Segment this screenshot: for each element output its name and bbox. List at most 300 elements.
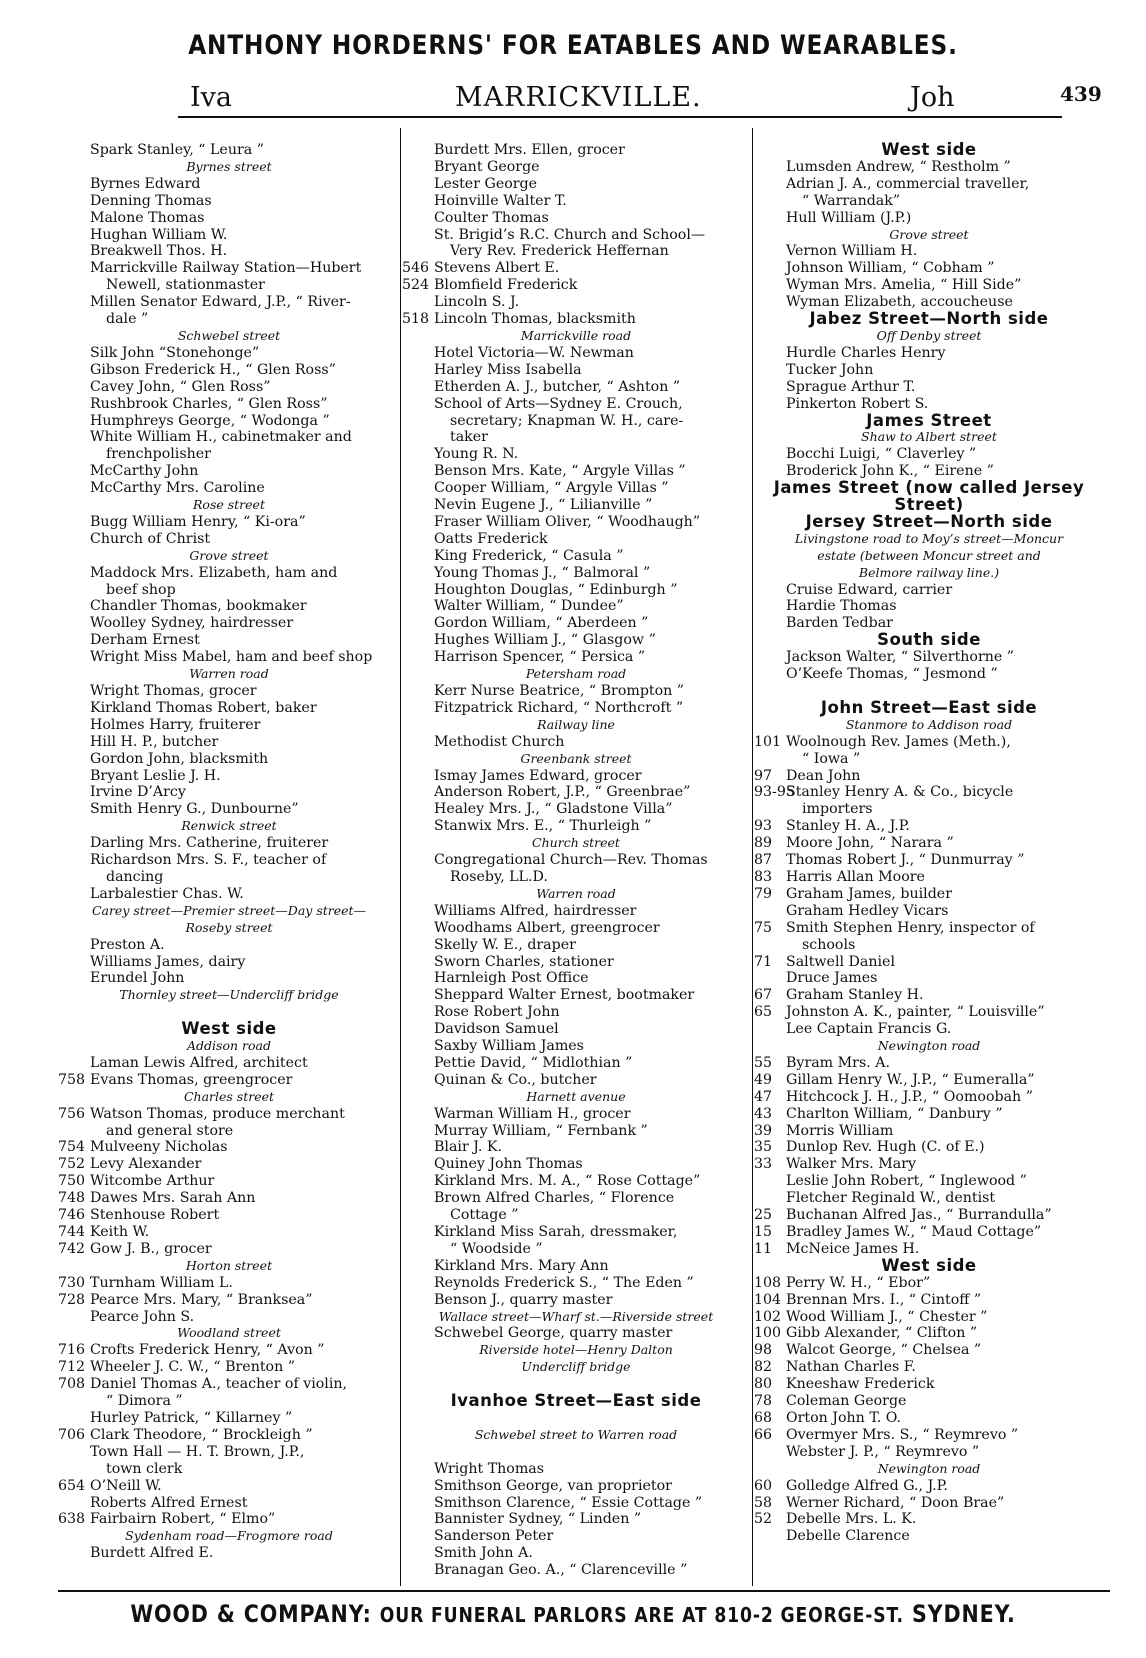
header-rule <box>178 116 1062 118</box>
directory-entry <box>58 683 400 700</box>
directory-entry <box>754 835 1104 852</box>
entry-text: Burdett Mrs. Ellen, grocer <box>434 142 625 158</box>
directory-entry <box>402 1173 750 1190</box>
entry-text: Church of Christ <box>90 530 211 547</box>
cross-street-label <box>754 717 1104 734</box>
entry-text: Pinkerton Robert S. <box>786 395 929 412</box>
entry-text: Gibson Frederick H., “ Glen Ross” <box>90 361 336 378</box>
entry-text: Lumsden Andrew, “ Restholm ” <box>786 158 1011 175</box>
directory-entry <box>58 1359 400 1376</box>
directory-entry <box>754 1275 1104 1292</box>
directory-entry <box>754 852 1104 869</box>
directory-entry <box>58 210 400 227</box>
directory-entry <box>402 649 750 666</box>
directory-entry <box>754 1495 1104 1512</box>
directory-entry <box>402 311 750 328</box>
directory-entry <box>402 920 750 937</box>
cross-street-label <box>58 666 400 683</box>
directory-entry <box>754 379 1104 396</box>
cross-street-label <box>58 1528 400 1545</box>
house-number: 93-95 <box>754 784 795 801</box>
directory-entry <box>754 937 1104 954</box>
directory-entry <box>754 1309 1104 1326</box>
entry-text: Barden Tedbar <box>786 615 893 632</box>
directory-entry <box>754 1123 1104 1140</box>
directory-entry <box>754 176 1104 193</box>
entry-text: Dunlop Rev. Hugh (C. of E.) <box>786 1139 985 1156</box>
directory-entry <box>402 1038 750 1055</box>
cross-street-label <box>754 1461 1104 1478</box>
entry-text: Brown Alfred Charles, “ Florence <box>434 1190 675 1207</box>
entry-text: Nathan Charles F. <box>786 1359 916 1376</box>
cross-street-label <box>754 548 1104 565</box>
directory-entry <box>754 1106 1104 1123</box>
directory-entry <box>402 1444 750 1461</box>
entry-text: Buchanan Alfred Jas., “ Burrandulla” <box>786 1207 1052 1224</box>
directory-entry <box>402 227 750 244</box>
directory-entry <box>402 565 750 582</box>
entry-text: Humphreys George, “ Wodonga ” <box>90 412 330 429</box>
entry-text: Quiney John Thomas <box>434 1156 583 1173</box>
entry-text: Overmyer Mrs. S., “ Reymrevo ” <box>786 1426 1019 1443</box>
directory-entry <box>402 1511 750 1528</box>
entry-text: Street) <box>894 497 964 514</box>
house-number: 108 <box>754 1274 782 1291</box>
page-number: 439 <box>1060 82 1102 106</box>
entry-text: Charlton William, “ Danbury ” <box>786 1105 1003 1122</box>
directory-entry <box>58 954 400 971</box>
footer-message: OUR FUNERAL PARLORS ARE AT 810-2 GEORGE-ST. <box>379 1603 904 1627</box>
cross-street-label <box>58 987 400 1004</box>
entry-text: Clark Theodore, “ Brockleigh ” <box>90 1426 313 1443</box>
directory-entry <box>754 210 1104 227</box>
directory-entry <box>402 1258 750 1275</box>
entry-text: Byrnes street <box>186 158 272 174</box>
directory-entry <box>402 463 750 480</box>
entry-text: Gillam Henry W., J.P., “ Eumeralla” <box>786 1071 1035 1088</box>
entry-text: West side <box>881 142 977 159</box>
directory-entry <box>754 954 1104 971</box>
entry-text: Graham James, builder <box>786 885 952 902</box>
directory-entry <box>402 1545 750 1562</box>
directory-entry <box>402 954 750 971</box>
entry-text: Very Rev. Frederick Heffernan <box>450 243 669 260</box>
directory-entry <box>754 1241 1104 1258</box>
entry-text: Oatts Frederick <box>434 530 548 547</box>
entry-text: Adrian J. A., commercial traveller, <box>786 175 1030 192</box>
directory-entry <box>754 1478 1104 1495</box>
entry-text: Houghton Douglas, “ Edinburgh ” <box>434 581 678 598</box>
house-number: 546 <box>402 260 430 277</box>
entry-text: Congregational Church—Rev. Thomas <box>434 852 708 869</box>
entry-text: Kirkland Mrs. M. A., “ Rose Cottage” <box>434 1173 701 1190</box>
entry-text: Broderick John K., “ Eirene ” <box>786 463 994 480</box>
house-number: 80 <box>754 1376 773 1393</box>
directory-entry <box>402 396 750 413</box>
directory-entry <box>754 903 1104 920</box>
footer-rule <box>58 1590 1110 1592</box>
entry-text: Crofts Frederick Henry, “ Avon ” <box>90 1342 325 1359</box>
entry-text: Hardie Thomas <box>786 598 897 615</box>
house-number: 98 <box>754 1342 773 1359</box>
directory-entry <box>402 1461 750 1478</box>
entry-text: Nevin Eugene J., “ Lilianville ” <box>434 497 653 514</box>
entry-text: Orton John T. O. <box>786 1409 902 1426</box>
directory-entry <box>402 379 750 396</box>
entry-text: Hurdle Charles Henry <box>786 344 946 361</box>
directory-entry <box>58 801 400 818</box>
directory-entry <box>402 159 750 176</box>
entry-text: Stanmore to Addison road <box>845 716 1013 732</box>
directory-entry <box>402 1528 750 1545</box>
directory-entry <box>58 565 400 582</box>
entry-text: Sanderson Peter <box>434 1528 554 1545</box>
entry-text: Maddock Mrs. Elizabeth, ham and <box>90 564 338 581</box>
cross-street-label <box>402 1309 750 1326</box>
directory-entry <box>754 649 1104 666</box>
directory-entry <box>754 243 1104 260</box>
directory-entry <box>58 379 400 396</box>
directory-entry <box>754 260 1104 277</box>
entry-text: Woolley Sydney, hairdresser <box>90 615 294 632</box>
entry-text: town clerk <box>106 1460 183 1477</box>
entry-text: O’Neill W. <box>90 1477 162 1494</box>
directory-entry <box>58 514 400 531</box>
house-number: 102 <box>754 1308 782 1325</box>
directory-entry <box>402 1055 750 1072</box>
entry-text: Renwick street <box>181 818 277 834</box>
entry-text: Stevens Albert E. <box>434 260 560 277</box>
entry-text: Warren road <box>536 885 616 901</box>
entry-text: “ Iowa ” <box>802 750 861 767</box>
entry-text: Denning Thomas <box>90 192 212 209</box>
entry-text: Bradley James W., “ Maud Cottage” <box>786 1224 1042 1240</box>
directory-entry <box>754 1410 1104 1427</box>
entry-text: Evans Thomas, greengrocer <box>90 1071 293 1088</box>
entry-text: “ Warrandak” <box>802 192 901 209</box>
directory-entry <box>402 598 750 615</box>
house-number: 39 <box>754 1122 773 1139</box>
directory-entry <box>754 1072 1104 1089</box>
cross-street-label <box>402 1089 750 1106</box>
entry-text: Millen Senator Edward, J.P., “ River- <box>90 294 351 311</box>
entry-text: Lincoln S. J. <box>434 294 520 311</box>
entry-text: Burdett Alfred E. <box>90 1545 214 1562</box>
directory-entry <box>58 260 400 277</box>
entry-text: Chandler Thomas, bookmaker <box>90 598 307 615</box>
directory-entry <box>58 886 400 903</box>
directory-entry <box>58 243 400 260</box>
directory-entry <box>402 1292 750 1309</box>
entry-text: McCarthy John <box>90 463 199 480</box>
entry-text: Wyman Mrs. Amelia, “ Hill Side” <box>786 277 1022 294</box>
entry-text: Gordon John, blacksmith <box>90 750 269 767</box>
entry-text: Bugg William Henry, “ Ki-ora” <box>90 513 306 530</box>
directory-entry <box>754 1224 1104 1241</box>
directory-entry <box>754 818 1104 835</box>
directory-entry <box>402 869 750 886</box>
directory-entry <box>402 345 750 362</box>
street-heading <box>58 1021 400 1038</box>
directory-entry <box>58 463 400 480</box>
cross-street-label <box>402 328 750 345</box>
directory-entry <box>58 1004 400 1021</box>
entry-text: Schwebel George, quarry master <box>434 1325 673 1342</box>
directory-entry <box>58 1072 400 1089</box>
house-number: 55 <box>754 1054 773 1071</box>
entry-text: South side <box>877 632 981 650</box>
entry-text: Hitchcock J. H., J.P., “ Oomoobah ” <box>786 1088 1033 1105</box>
house-number: 93 <box>754 818 773 835</box>
directory-entry <box>754 1376 1104 1393</box>
entry-text: Daniel Thomas A., teacher of violin, <box>90 1376 348 1393</box>
directory-entry <box>402 1410 750 1427</box>
cross-street-label <box>58 497 400 514</box>
directory-entry <box>58 1461 400 1478</box>
entry-text: Mulveeny Nicholas <box>90 1139 228 1156</box>
entry-text: Horton street <box>185 1257 273 1273</box>
entry-text: Walter William, “ Dundee” <box>434 598 624 615</box>
cross-street-label <box>754 328 1104 345</box>
column-divider-2 <box>752 128 753 1586</box>
house-number: 25 <box>754 1207 773 1224</box>
entry-text: Wright Miss Mabel, ham and beef shop <box>90 649 373 666</box>
directory-entry <box>58 784 400 801</box>
entry-text: Byram Mrs. A. <box>786 1054 891 1071</box>
entry-text: Wallace street—Wharf st.—Riverside street <box>438 1308 714 1324</box>
directory-entry <box>402 734 750 751</box>
entry-text: taker <box>450 429 488 446</box>
directory-entry <box>754 1342 1104 1359</box>
directory-entry <box>402 480 750 497</box>
directory-entry <box>754 159 1104 176</box>
entry-text: Moore John, “ Narara ” <box>786 835 954 852</box>
entry-text: Irvine D’Arcy <box>90 784 186 801</box>
house-number: 15 <box>754 1224 773 1240</box>
house-number: 75 <box>754 919 773 936</box>
directory-entry <box>58 970 400 987</box>
directory-entry <box>402 429 750 446</box>
directory-entry <box>754 1444 1104 1461</box>
directory-entry <box>402 632 750 649</box>
entry-text: Quinan & Co., butcher <box>434 1071 597 1088</box>
house-number: 730 <box>58 1274 86 1291</box>
directory-entry <box>58 1511 400 1528</box>
entry-text: Town Hall — H. T. Brown, J.P., <box>90 1443 305 1460</box>
directory-entry <box>58 1139 400 1156</box>
directory-entry <box>402 1376 750 1393</box>
entry-text: Lincoln Thomas, blacksmith <box>434 311 636 328</box>
directory-entry <box>754 396 1104 413</box>
page-title: MARRICKVILLE. <box>455 82 702 113</box>
entry-text: Smith John A. <box>434 1545 533 1562</box>
house-number: 101 <box>754 733 782 750</box>
directory-entry <box>58 1156 400 1173</box>
entry-text: Carey street—Premier street—Day street— <box>91 902 367 918</box>
header-range-start: Iva <box>190 82 233 113</box>
directory-entry <box>754 1292 1104 1309</box>
directory-entry <box>754 1325 1104 1342</box>
entry-text: Preston A. <box>90 936 165 953</box>
entry-text: Kirkland Mrs. Mary Ann <box>434 1257 609 1274</box>
house-number: 82 <box>754 1359 773 1376</box>
entry-text: Petersham road <box>525 666 627 682</box>
entry-text: Malone Thomas <box>90 209 205 226</box>
entry-text: Reynolds Frederick S., “ The Eden ” <box>434 1274 694 1291</box>
house-number: 49 <box>754 1071 773 1088</box>
entry-text: Graham Stanley H. <box>786 987 924 1004</box>
entry-text: Pearce John S. <box>90 1308 195 1325</box>
house-number: 756 <box>58 1105 86 1122</box>
entry-text: Hotel Victoria—W. Newman <box>434 344 634 361</box>
entry-text: Pettie David, “ Midlothian ” <box>434 1054 633 1071</box>
entry-text: Sheppard Walter Ernest, bootmaker <box>434 987 695 1004</box>
entry-text: Sydenham road—Frogmore road <box>125 1528 333 1544</box>
directory-entry <box>402 260 750 277</box>
entry-text: Benson J., quarry master <box>434 1291 613 1308</box>
entry-text: Wood William J., “ Chester ” <box>786 1308 988 1325</box>
directory-entry <box>58 751 400 768</box>
entry-text: Healey Mrs. J., “ Gladstone Villa” <box>434 801 673 818</box>
footer-advertisement <box>80 1600 1066 1628</box>
directory-entry <box>402 903 750 920</box>
entry-text: Perry W. H., “ Ebor” <box>786 1274 931 1291</box>
directory-entry <box>754 784 1104 801</box>
entry-text: Ivanhoe Street—East side <box>450 1393 702 1410</box>
directory-entry <box>402 1139 750 1156</box>
directory-entry <box>58 700 400 717</box>
directory-entry <box>402 615 750 632</box>
entry-text: Warren road <box>189 666 269 682</box>
entry-text: Railway line <box>537 716 615 732</box>
directory-entry <box>754 1156 1104 1173</box>
directory-entry <box>58 768 400 785</box>
house-number: 11 <box>754 1240 773 1257</box>
entry-text: Saltwell Daniel <box>786 953 895 970</box>
house-number: 748 <box>58 1190 86 1207</box>
directory-entry <box>58 227 400 244</box>
directory-entry <box>58 717 400 734</box>
directory-entry <box>402 514 750 531</box>
house-number: 87 <box>754 852 773 869</box>
entry-text: White William H., cabinetmaker and <box>90 429 352 446</box>
house-number: 742 <box>58 1240 86 1257</box>
entry-text: Webster J. P., “ Reymrevo ” <box>786 1443 980 1460</box>
house-number: 518 <box>402 311 430 328</box>
directory-entry <box>58 632 400 649</box>
entry-text: Harnleigh Post Office <box>434 970 589 987</box>
entry-text: Laman Lewis Alfred, architect <box>90 1054 308 1071</box>
directory-entry <box>754 277 1104 294</box>
entry-text: McNeice James H. <box>786 1240 920 1257</box>
directory-column-1 <box>58 142 400 1562</box>
footer-company: WOOD & COMPANY: <box>130 1600 372 1628</box>
entry-text: Erundel John <box>90 970 185 987</box>
house-number: 706 <box>58 1426 86 1443</box>
entry-text: Etherden A. J., butcher, “ Ashton ” <box>434 378 681 395</box>
entry-text: Sprague Arthur T. <box>786 378 916 395</box>
entry-text: Kneeshaw Frederick <box>786 1376 935 1393</box>
entry-text: Kirkland Miss Sarah, dressmaker, <box>434 1224 678 1240</box>
entry-text: Hoinville Walter T. <box>434 192 567 209</box>
directory-entry <box>402 531 750 548</box>
entry-text: Kirkland Thomas Robert, baker <box>90 699 317 716</box>
directory-entry <box>754 1427 1104 1444</box>
directory-entry <box>754 1511 1104 1528</box>
entry-text: Gordon William, “ Aberdeen ” <box>434 615 649 632</box>
house-number: 638 <box>58 1511 86 1528</box>
house-number: 654 <box>58 1477 86 1494</box>
directory-entry <box>402 413 750 430</box>
entry-text: Roseby, LL.D. <box>450 868 548 885</box>
entry-text: Jackson Walter, “ Silverthorne ” <box>786 649 1015 666</box>
directory-entry <box>402 987 750 1004</box>
street-heading <box>754 413 1104 430</box>
entry-text: Smithson George, van proprietor <box>434 1477 672 1494</box>
entry-text: Lee Captain Francis G. <box>786 1021 952 1038</box>
entry-text: Newington road <box>877 1460 981 1476</box>
cross-street-label <box>754 531 1104 548</box>
entry-text: Off Denby street <box>876 327 982 343</box>
entry-text: Harris Allan Moore <box>786 868 925 885</box>
directory-entry <box>402 1021 750 1038</box>
directory-entry <box>58 1393 400 1410</box>
directory-entry <box>58 1207 400 1224</box>
entry-text: Bocchi Luigi, “ Claverley ” <box>786 446 977 463</box>
entry-text: Warman William H., grocer <box>434 1105 631 1122</box>
directory-entry <box>402 1190 750 1207</box>
entry-text: Walker Mrs. Mary <box>786 1156 917 1173</box>
entry-text: Dawes Mrs. Sarah Ann <box>90 1190 256 1207</box>
directory-entry <box>402 193 750 210</box>
directory-entry <box>754 970 1104 987</box>
house-number: 104 <box>754 1291 782 1308</box>
entry-text: Rushbrook Charles, “ Glen Ross” <box>90 395 328 412</box>
directory-entry <box>754 1055 1104 1072</box>
directory-entry <box>754 1528 1104 1545</box>
entry-text: Murray William, “ Fernbank ” <box>434 1122 648 1139</box>
directory-entry <box>58 1241 400 1258</box>
entry-text: Marrickville road <box>520 327 632 343</box>
entry-text: Coleman George <box>786 1393 907 1410</box>
street-heading <box>754 497 1104 514</box>
entry-text: O’Keefe Thomas, “ Jesmond ” <box>786 666 998 683</box>
directory-entry <box>58 1173 400 1190</box>
entry-text: Cruise Edward, carrier <box>786 581 953 598</box>
entry-text: Johnson William, “ Cobham ” <box>786 260 995 277</box>
entry-text: James Street (now called Jersey <box>773 480 1085 498</box>
entry-text: Druce James <box>786 970 878 987</box>
entry-text: Rose street <box>193 497 265 513</box>
directory-entry <box>402 1072 750 1089</box>
street-heading <box>754 142 1104 159</box>
entry-text: Tucker John <box>786 361 874 378</box>
entry-text: Harley Miss Isabella <box>434 361 582 378</box>
footer-city: SYDNEY. <box>911 1600 1016 1628</box>
directory-entry <box>754 666 1104 683</box>
directory-entry <box>402 176 750 193</box>
entry-text: Newington road <box>877 1038 981 1054</box>
directory-entry <box>754 1021 1104 1038</box>
entry-text: Witcombe Arthur <box>90 1173 215 1190</box>
entry-text: Schwebel street to Warren road <box>474 1426 678 1442</box>
directory-entry <box>754 362 1104 379</box>
entry-text: Gibb Alexander, “ Clifton ” <box>786 1325 978 1342</box>
entry-text: Pearce Mrs. Mary, “ Branksea” <box>90 1291 313 1308</box>
house-number: 752 <box>58 1156 86 1173</box>
cross-street-label <box>754 1038 1104 1055</box>
cross-street-label <box>58 920 400 937</box>
